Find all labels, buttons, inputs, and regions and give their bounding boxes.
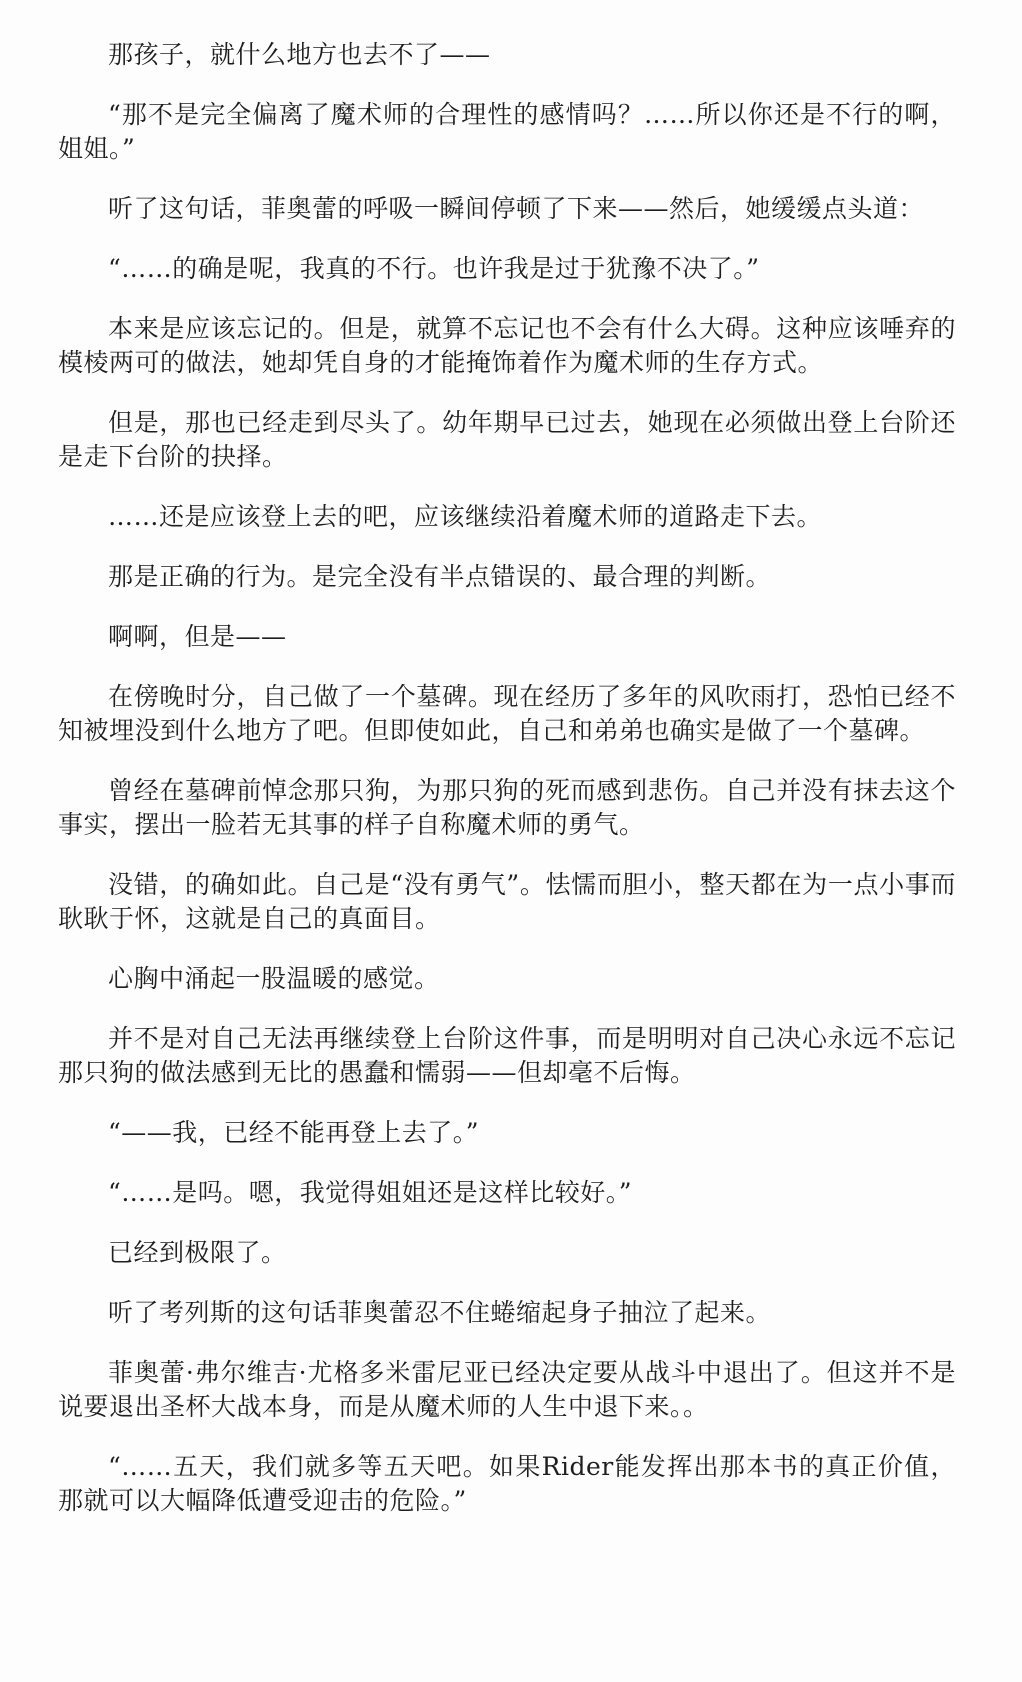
paragraph: 听了这句话，菲奥蕾的呼吸一瞬间停顿了下来——然后，她缓缓点头道：	[108, 194, 925, 223]
paragraph: 在傍晚时分，自己做了一个墓碑。现在经历了多年的风吹雨打，恐怕已经不知被埋没到什么地方了吧。但即使如此，自己和弟弟也确实是做了一个墓碑。	[58, 682, 956, 745]
paragraph: 本来是应该忘记的。但是，就算不忘记也不会有什么大碍。这种应该唾弃的模棱两可的做法，她却凭自身的才能掩饰着作为魔术师的生存方式。	[58, 314, 956, 377]
paragraph: 那孩子，就什么地方也去不了——	[108, 40, 491, 69]
paragraph: “……是吗。嗯，我觉得姐姐还是这样比较好。”	[108, 1178, 633, 1207]
paragraph: 听了考列斯的这句话菲奥蕾忍不住蜷缩起身子抽泣了起来。	[108, 1298, 772, 1327]
paragraph: 那是正确的行为。是完全没有半点错误的、最合理的判断。	[108, 562, 772, 591]
paragraph: “……的确是呢，我真的不行。也许我是过于犹豫不决了。”	[108, 254, 760, 283]
paragraph: 心胸中涌起一股温暖的感觉。	[108, 964, 440, 993]
paragraph: “……五天，我们就多等五天吧。如果Rider能发挥出那本书的真正价值，那就可以大幅降低遭受迎击的危险。”	[58, 1452, 956, 1515]
paragraph: 已经到极限了。	[108, 1238, 287, 1267]
paragraph: 菲奥蕾·弗尔维吉·尤格多米雷尼亚已经决定要从战斗中退出了。但这并不是说要退出圣杯大战本身，而是从魔术师的人生中退下来。。	[58, 1358, 956, 1421]
paragraph: 但是，那也已经走到尽头了。幼年期早已过去，她现在必须做出登上台阶还是走下台阶的抉择。	[58, 408, 956, 471]
paragraph: 没错，的确如此。自己是“没有勇气”。怯懦而胆小，整天都在为一点小事而耿耿于怀，这就是自己的真面目。	[58, 870, 956, 933]
paragraph: “——我，已经不能再登上去了。”	[108, 1118, 480, 1147]
paragraph: ……还是应该登上去的吧，应该继续沿着魔术师的道路走下去。	[108, 502, 823, 531]
paragraph: 啊啊，但是——	[108, 622, 287, 651]
paragraph: “那不是完全偏离了魔术师的合理性的感情吗？……所以你还是不行的啊，姐姐。”	[58, 100, 956, 163]
paragraph: 并不是对自己无法再继续登上台阶这件事，而是明明对自己决心永远不忘记那只狗的做法感到无比的愚蠢和懦弱——但却毫不后悔。	[58, 1024, 956, 1087]
paragraph: 曾经在墓碑前悼念那只狗，为那只狗的死而感到悲伤。自己并没有抹去这个事实，摆出一脸若无其事的样子自称魔术师的勇气。	[58, 776, 956, 839]
